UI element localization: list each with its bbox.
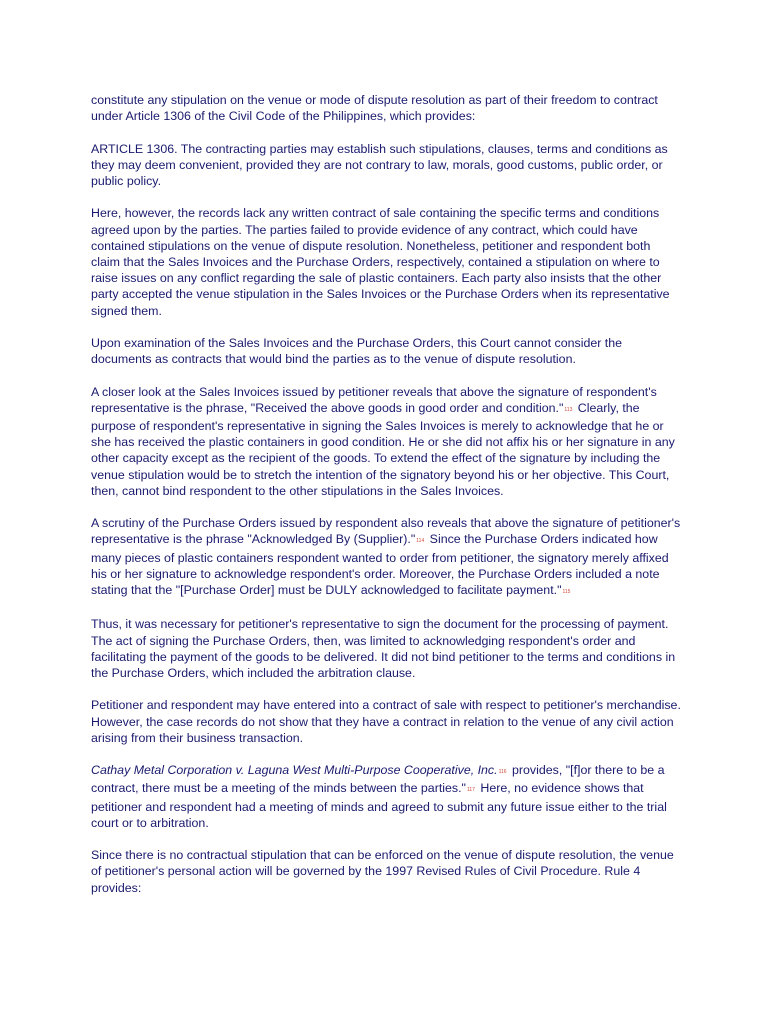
paragraph-text: ARTICLE 1306. The contracting parties may establish such stipulations, clauses, terms and conditions as they may deem convenient, provided they are not contrary to law, morals, good customs, public order, or public policy. — [91, 141, 668, 188]
paragraph-text: Thus, it was necessary for petitioner's representative to sign the document for the processing of payment. The act of signing the Purchase Orders, then, was limited to acknowledging respondent's order and facilitating the payment of the goods to be delivered. It did not bind petitioner to the terms and conditions in the Purchase Orders, which included the arbitration clause. — [91, 617, 676, 681]
paragraph-text: Upon examination of the Sales Invoices and the Purchase Orders, this Court cannot consider the documents as contracts that would bind the parties as to the venue of dispute resolution. — [91, 336, 623, 367]
footnote-ref-link[interactable]: 113 — [564, 406, 573, 413]
paragraph-text: A closer look at the Sales Invoices issued by petitioner reveals that above the signature of respondent's representative is the phrase, "Received the above goods in good order and condition." — [91, 384, 657, 415]
footnote-ref-link[interactable]: 115 — [562, 589, 571, 596]
footnote-ref-link[interactable]: 114 — [416, 538, 425, 545]
paragraph-text: constitute any stipulation on the venue or mode of dispute resolution as part of their freedom to contract under Article 1306 of the Civil Code of the Philippines, which provides: — [91, 93, 658, 124]
paragraph-1 — [91, 92, 681, 124]
paragraph-3 — [91, 205, 681, 318]
paragraph-text: Here, no evidence shows that petitioner and respondent had a meeting of minds and agreed to submit any future issue either to the trial court or to arbitration. — [91, 781, 667, 830]
paragraph-text: Clearly, the purpose of respondent's representative in signing the Sales Invoices is merely to acknowledge that he or she has received the plastic containers in good condition. He or she did not affix his or her signature in any other capacity except as the recipient of the goods. To extend the effect of the signature by including the venue stipulation would be to stretch the intention of the signatory beyond his or her objective. This Court, then, cannot bind respondent to the other stipulations in the Sales Invoices. — [91, 400, 675, 498]
paragraph-7 — [91, 616, 681, 681]
paragraph-10 — [91, 847, 681, 896]
document-page — [91, 92, 681, 912]
paragraph-text: Here, however, the records lack any written contract of sale containing the specific terms and conditions agreed upon by the parties. The parties failed to provide evidence of any contract, which could have contained stipulations on the venue of dispute resolution. Nonetheless, petitioner and respondent both claim that the Sales Invoices and the Purchase Orders, respectively, contained a stipulation on where to raise issues on any conflict regarding the sale of plastic containers. Each party also insists that the other party accepted the venue stipulation in the Sales Invoices or the Purchase Orders when its representative signed them. — [91, 206, 670, 318]
footnote-ref-link[interactable]: 116 — [498, 769, 507, 776]
footnote-ref-link[interactable]: 117 — [466, 787, 475, 794]
paragraph-5 — [91, 384, 681, 499]
paragraph-article-1306 — [91, 141, 681, 190]
paragraph-8 — [91, 697, 681, 746]
paragraph-4 — [91, 335, 681, 367]
paragraph-text: Petitioner and respondent may have entered into a contract of sale with respect to petitioner's merchandise. However, the case records do not show that they have a contract in relation to the venue of any civil action arising from their business transaction. — [91, 698, 681, 745]
paragraph-text: Since there is no contractual stipulation that can be enforced on the venue of dispute resolution, the venue of petitioner's personal action will be governed by the 1997 Revised Rules of Civil Procedure. Rule 4 provides: — [91, 848, 674, 895]
paragraph-6 — [91, 515, 681, 600]
paragraph-text: A scrutiny of the Purchase Orders issued by respondent also reveals that above the signature of petitioner's representative is the phrase "Acknowledged By (Supplier)." — [91, 516, 681, 547]
case-citation: Cathay Metal Corporation v. Laguna West Multi-Purpose Cooperative, Inc. — [91, 763, 498, 778]
paragraph-text: provides, "[f]or there to be a contract, there must be a meeting of the minds between the parties." — [91, 763, 665, 796]
paragraph-text: Since the Purchase Orders indicated how many pieces of plastic containers respondent wanted to order from petitioner, the signatory merely affixed his or her signature to acknowledge respondent's order. Moreover, the Purchase Orders included a note stating that the "[Purchase Order] must be DULY acknowledged to facilitate payment." — [91, 532, 669, 598]
paragraph-9 — [91, 762, 681, 831]
